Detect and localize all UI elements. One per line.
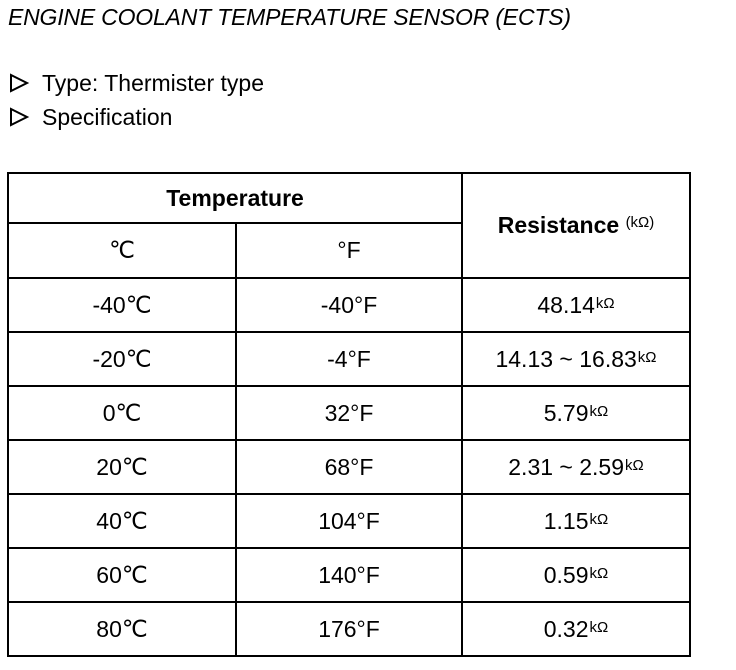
celsius-cell: 60℃ (8, 548, 236, 602)
spec-table (7, 172, 691, 657)
resistance-value: 5.79 (543, 399, 589, 426)
resistance-cell (462, 332, 690, 386)
fahrenheit-cell: 176°F (236, 602, 462, 656)
resistance-value: 0.32 (543, 615, 589, 642)
table-row (8, 602, 690, 656)
celsius-cell: 0℃ (8, 386, 236, 440)
resistance-cell (462, 602, 690, 656)
table-row (8, 386, 690, 440)
resistance-unit: kΩ (625, 456, 644, 474)
fahrenheit-cell: 140°F (236, 548, 462, 602)
resistance-value: 0.59 (543, 561, 589, 588)
resistance-cell (462, 494, 690, 548)
bullet-specification (8, 100, 264, 134)
fahrenheit-cell: -4°F (236, 332, 462, 386)
resistance-header-unit: (kΩ) (625, 214, 655, 231)
resistance-value: 1.15 (543, 507, 589, 534)
resistance-unit: kΩ (589, 618, 609, 636)
resistance-cell (462, 278, 690, 332)
celsius-header: ℃ (8, 223, 236, 278)
resistance-value: 14.13 ~ 16.83 (495, 345, 637, 372)
celsius-cell: 80℃ (8, 602, 236, 656)
hollow-triangle-right-icon (8, 106, 34, 128)
bullet-type (8, 66, 264, 100)
fahrenheit-cell: 104°F (236, 494, 462, 548)
resistance-cell (462, 440, 690, 494)
table-row (8, 332, 690, 386)
celsius-cell: 20℃ (8, 440, 236, 494)
resistance-unit: kΩ (589, 510, 609, 528)
fahrenheit-cell: 68°F (236, 440, 462, 494)
fahrenheit-cell: -40°F (236, 278, 462, 332)
temperature-group-header: Temperature (8, 173, 462, 223)
fahrenheit-cell: 32°F (236, 386, 462, 440)
resistance-unit: kΩ (595, 294, 615, 312)
resistance-header-label: Resistance (497, 212, 620, 238)
bullet-type-text: Type: Thermister type (42, 69, 264, 96)
resistance-header (462, 173, 690, 278)
hollow-triangle-right-icon (8, 72, 34, 94)
celsius-cell: -20℃ (8, 332, 236, 386)
celsius-cell: 40℃ (8, 494, 236, 548)
bullet-specification-text: Specification (42, 103, 173, 130)
table-row (8, 440, 690, 494)
page-title: ENGINE COOLANT TEMPERATURE SENSOR (ECTS) (8, 4, 571, 30)
resistance-unit: kΩ (589, 564, 609, 582)
table-row (8, 548, 690, 602)
resistance-unit: kΩ (637, 348, 657, 366)
table-row (8, 278, 690, 332)
resistance-cell (462, 548, 690, 602)
fahrenheit-header: °F (236, 223, 462, 278)
resistance-value: 2.31 ~ 2.59 (508, 453, 625, 480)
celsius-cell: -40℃ (8, 278, 236, 332)
table-row (8, 494, 690, 548)
resistance-cell (462, 386, 690, 440)
resistance-unit: kΩ (589, 402, 609, 420)
bullet-list (8, 66, 264, 134)
resistance-value: 48.14 (537, 291, 595, 318)
